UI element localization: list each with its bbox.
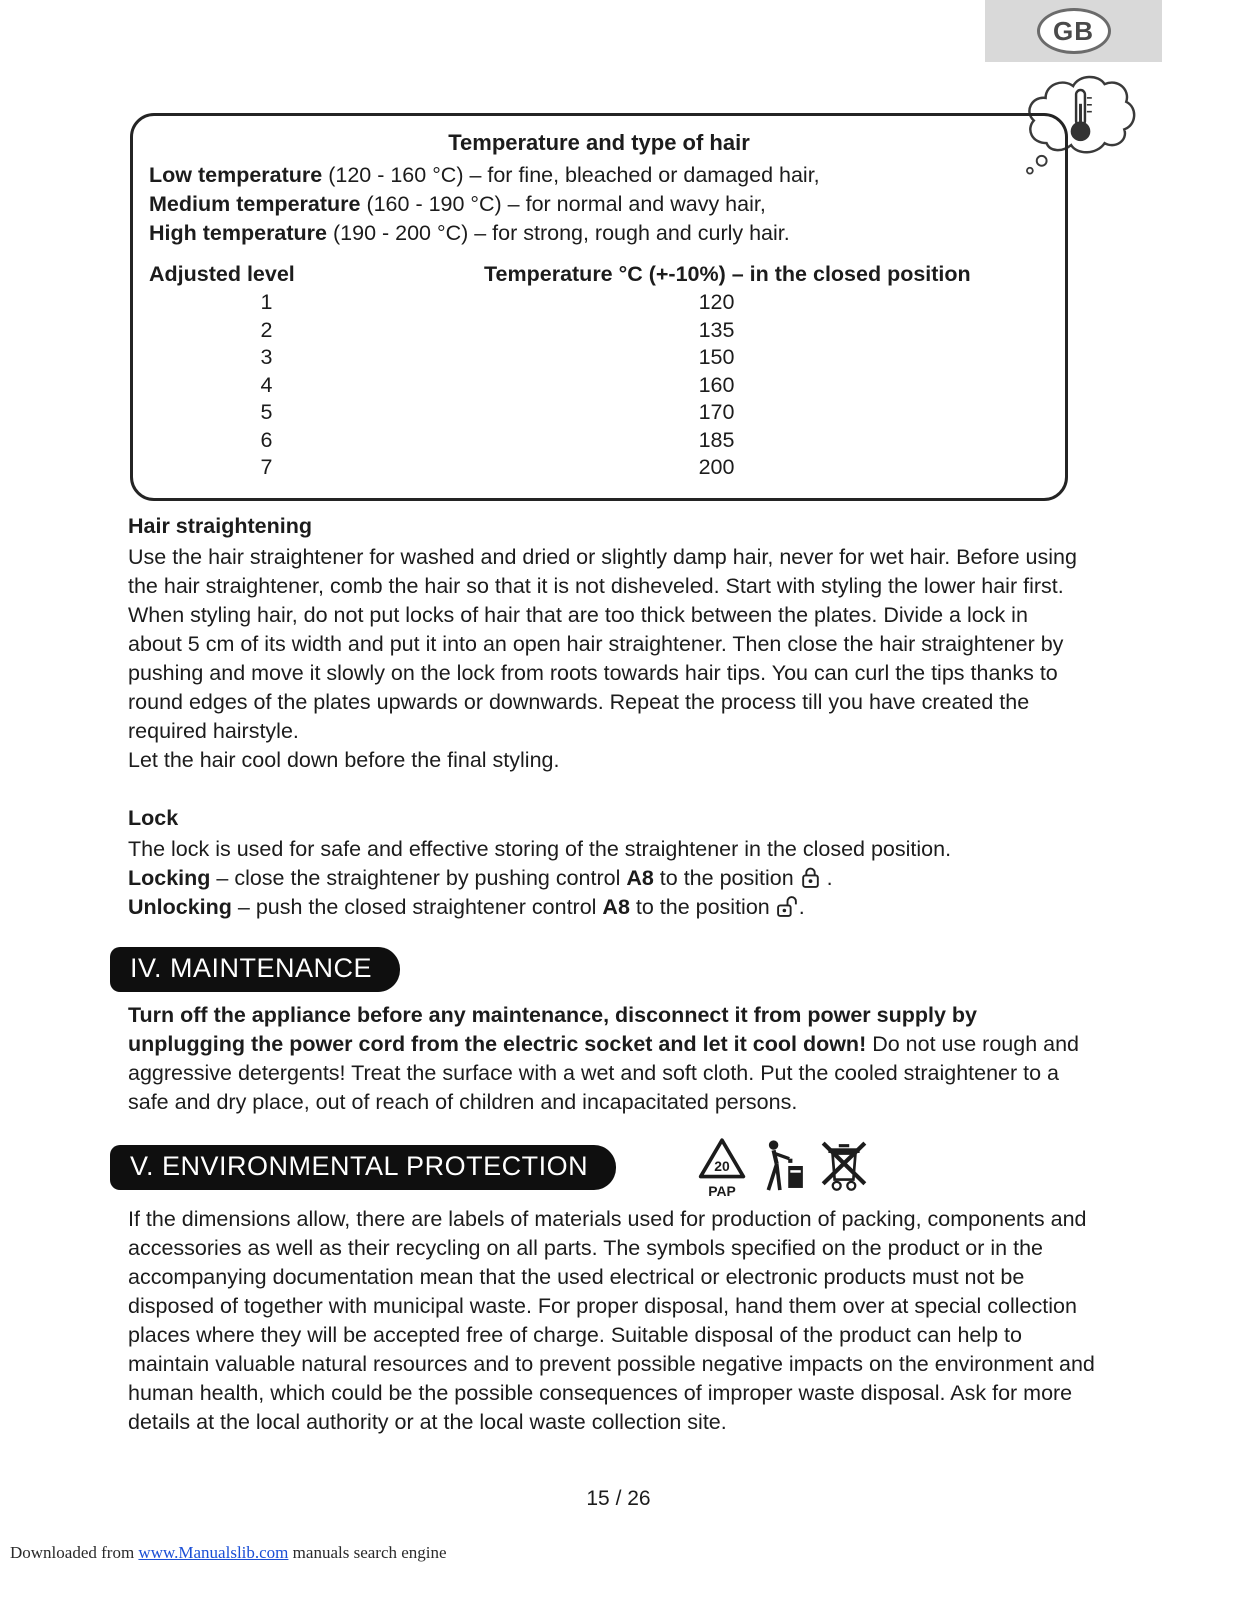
temp-line-low	[149, 161, 1049, 190]
footer-prefix: Downloaded from	[10, 1543, 139, 1562]
maintenance-section-header: IV. MAINTENANCE	[110, 947, 400, 992]
level-value: 7	[260, 455, 273, 479]
maintenance-text: Do not use rough and aggressive detergents! Treat the surface with a wet and soft cloth. Put the cooled straightener to a safe and dry place, out of reach of children and incapacitated persons.	[128, 1032, 1079, 1114]
manualslib-link[interactable]: www.Manualslib.com	[138, 1543, 289, 1562]
hair-straightening-text: Use the hair straightener for washed and dried or slightly damp hair, never for wet hair. Before using the hair straightener, comb the hair so that it is not disheveled. Start with styling the lower hair first. When styling hair, do not put locks of hair that are too thick between the plates. Divide a lock in about 5 cm of its width and put it into an open hair straightener. Then close the hair straightener by pushing and move it slowly on the lock from roots towards hair tips. You can curl the tips thanks to round edges of the plates upwards or downwards. Repeat the process till you have created the required hairstyle.	[128, 545, 1077, 743]
locking-text-1: – close the straightener by pushing control	[210, 866, 627, 890]
temperature-column-header: Temperature °C (+-10%) – in the closed position	[484, 262, 971, 286]
unlocking-text-2: to the position	[629, 895, 776, 919]
language-badge	[1037, 8, 1111, 54]
weee-bin-icon	[819, 1137, 869, 1200]
lock-open-icon	[776, 895, 799, 919]
lock-paragraph	[128, 835, 1093, 922]
locking-text-2: to the position	[653, 866, 800, 890]
page-number: 15 / 26	[586, 1487, 651, 1510]
locking-tail: .	[820, 866, 833, 890]
table-row	[149, 317, 1049, 345]
unlocking-label: Unlocking	[128, 895, 232, 919]
environment-paragraph: If the dimensions allow, there are labels of materials used for production of packing, components and accessories as well as their recycling on all parts. The symbols specified on the product or in the accompanying documentation mean that the used electrical or electronic products must not be disposed of together with municipal waste. For proper disposal, hand them over at special collection places where they will be accepted free of charge. Suitable disposal of the product can help to maintain valuable natural resources and to prevent possible negative impacts on the environment and human health, which could be the possible consequences of improper waste disposal. Ask for more details at the local authority or at the local waste collection site.	[128, 1207, 1095, 1434]
table-row	[149, 289, 1049, 317]
temperature-table	[149, 260, 1049, 482]
table-row	[149, 344, 1049, 372]
temp-line-high-rest: (190 - 200 °C) – for strong, rough and curly hair.	[327, 221, 790, 245]
temp-value: 170	[698, 400, 735, 424]
unlocking-line	[128, 893, 1093, 922]
language-banner	[985, 0, 1162, 62]
temp-value: 185	[698, 427, 735, 452]
table-row	[149, 399, 1049, 427]
temp-value: 120	[698, 290, 735, 314]
lock-intro-line: The lock is used for safe and effective storing of the straightener in the closed position.	[128, 837, 952, 861]
temp-line-low-lead: Low temperature	[149, 163, 323, 187]
level-value: 6	[260, 427, 273, 452]
recycling-icons	[697, 1137, 869, 1204]
table-row	[149, 427, 1049, 455]
table-header-row	[149, 260, 1049, 289]
lock-heading: Lock	[128, 806, 179, 830]
table-row	[149, 372, 1049, 400]
level-value: 4	[260, 372, 273, 397]
temp-line-low-rest: (120 - 160 °C) – for fine, bleached or damaged hair,	[322, 163, 820, 187]
environment-section-header: V. ENVIRONMENTAL PROTECTION	[110, 1145, 616, 1190]
unlocking-tail: .	[798, 895, 805, 919]
temp-line-high	[149, 219, 1049, 248]
temp-value: 135	[698, 317, 735, 342]
lock-closed-icon	[800, 866, 821, 890]
footer-suffix: manuals search engine	[288, 1543, 447, 1562]
level-column-header: Adjusted level	[149, 262, 295, 286]
temp-value: 200	[698, 455, 735, 479]
locking-control-ref: A8	[626, 866, 654, 890]
unlocking-text-1: – push the closed straightener control	[231, 895, 603, 919]
footer-note	[10, 1543, 447, 1563]
maintenance-paragraph	[128, 1001, 1093, 1117]
temp-value: 160	[698, 372, 735, 397]
temp-line-medium-lead: Medium temperature	[149, 192, 361, 216]
temperature-info-box	[130, 113, 1068, 501]
level-value: 1	[260, 290, 273, 314]
level-value: 5	[260, 400, 273, 424]
maintenance-warning-text: Turn off the appliance before any maintenance, disconnect it from power supply by unplugging the power cord from the electric socket and let it cool down!	[128, 1003, 977, 1056]
table-row	[149, 454, 1049, 482]
temp-line-medium-rest: (160 - 190 °C) – for normal and wavy hair,	[360, 192, 766, 216]
unlocking-control-ref: A8	[602, 895, 630, 919]
temp-line-medium	[149, 190, 1049, 219]
locking-label: Locking	[128, 866, 211, 890]
temp-value: 150	[698, 345, 735, 369]
temp-line-high-lead: High temperature	[149, 221, 328, 245]
recycle-pap-icon	[697, 1137, 747, 1204]
language-badge-label: GB	[1053, 15, 1094, 46]
hair-straightening-paragraph	[128, 543, 1083, 775]
temp-box-title: Temperature and type of hair	[448, 130, 750, 155]
pap-code: 20	[714, 1158, 730, 1175]
locking-line	[128, 864, 1093, 893]
level-value: 3	[260, 345, 273, 369]
level-value: 2	[260, 317, 273, 342]
pap-label: PAP	[708, 1182, 736, 1199]
hair-straightening-text-2: Let the hair cool down before the final styling.	[128, 748, 560, 772]
tidy-man-icon	[760, 1137, 806, 1200]
hair-straightening-heading: Hair straightening	[128, 514, 312, 538]
